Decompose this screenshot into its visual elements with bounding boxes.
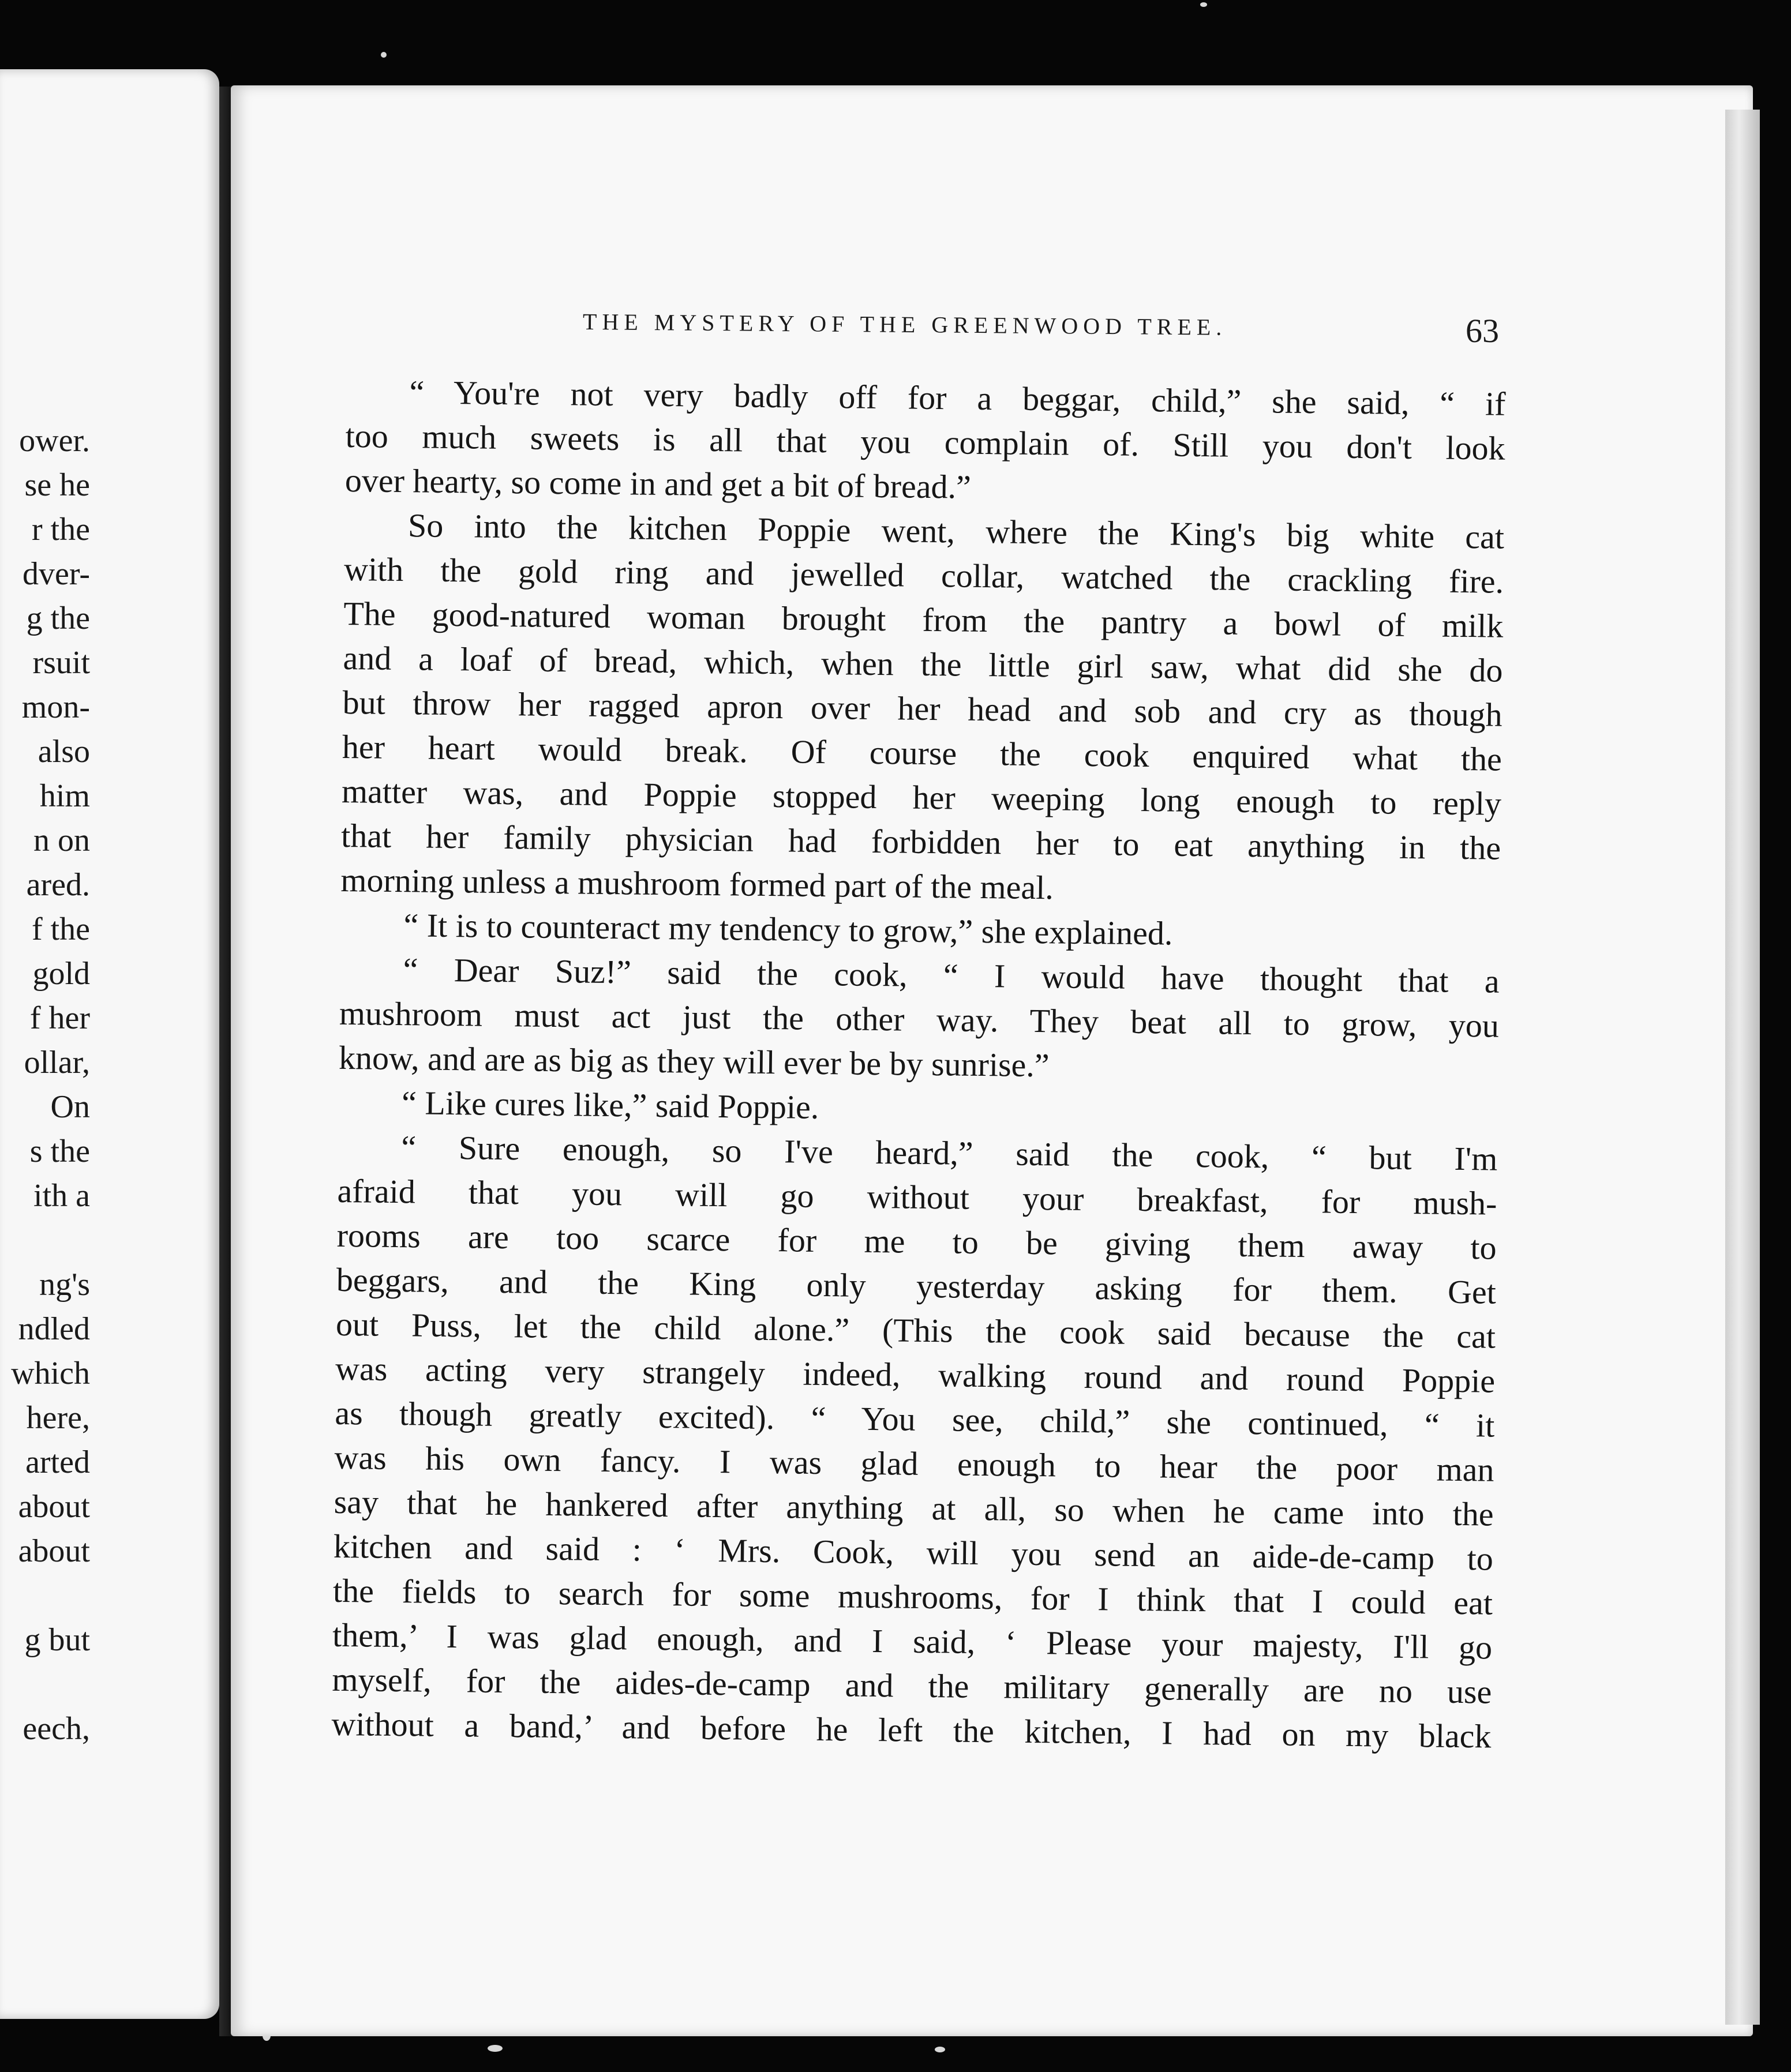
text-line: “ You're not very badly off for a beggar, child,” she said, “ if	[409, 373, 1506, 423]
left-text-fragment: about	[18, 1489, 90, 1525]
text-line: The good-natured woman brought from the pantry a bowl of milk	[343, 594, 1504, 645]
left-text-fragment: f the	[31, 911, 90, 947]
text-line: myself, for the aides-de-camp and the military generally are no use	[332, 1660, 1492, 1711]
text-line: the fields to search for some mushrooms, for I think that I could eat	[332, 1571, 1493, 1622]
text-line: beggars, and the King only yesterday asking for them. Get	[336, 1260, 1497, 1311]
left-text-fragment: gold	[32, 956, 90, 992]
left-text-fragment: dver-	[22, 556, 90, 592]
text-line: too much sweets is all that you complain of. Still you don't look	[345, 416, 1505, 467]
text-line: matter was, and Poppie stopped her weeping long enough to reply	[341, 772, 1502, 823]
left-text-fragment: f her	[29, 1000, 90, 1036]
left-text-fragment: ower.	[19, 423, 90, 459]
text-line: that her family physician had forbidden her to eat anything in the	[340, 816, 1501, 867]
text-line: out Puss, let the child alone.” (This the cook said because the cat	[335, 1305, 1496, 1356]
left-text-fragment: which	[11, 1356, 90, 1391]
left-text-fragment: arted	[25, 1444, 90, 1480]
text-line: as though greatly excited). “ You see, child,” she continued, “ it	[335, 1394, 1495, 1444]
left-text-fragment: also	[38, 734, 90, 770]
left-text-fragment: g the	[26, 600, 90, 636]
text-line: “ It is to counteract my tendency to grow,” she explained.	[403, 906, 1173, 952]
text-line: over hearty, so come in and get a bit of bread.”	[344, 461, 972, 506]
left-text-fragment: se he	[24, 467, 90, 503]
text-line: mushroom must act just the other way. They beat all to grow, you	[339, 994, 1500, 1045]
left-text-fragment: s the	[29, 1133, 90, 1169]
dust-speck	[935, 2047, 945, 2052]
text-line: “ Sure enough, so I've heard,” said the cook, “ but I'm	[401, 1128, 1498, 1178]
left-text-fragment: On	[50, 1089, 90, 1125]
text-line: them,’ I was glad enough, and I said, ‘ Please your majesty, I'll go	[332, 1616, 1493, 1666]
left-text-fragment: ollar,	[24, 1045, 90, 1080]
running-head: THE MYSTERY OF THE GREENWOOD TREE.	[582, 309, 1227, 340]
left-page	[0, 69, 219, 2019]
text-line: morning unless a mushroom formed part of the meal.	[340, 861, 1054, 907]
text-line: say that he hankered after anything at all, so when he came into the	[334, 1482, 1494, 1533]
left-text-fragment: here,	[26, 1400, 90, 1436]
text-line: afraid that you will go without your breakfast, for mush-	[337, 1172, 1497, 1222]
text-line: know, and are as big as they will ever be by sunrise.”	[338, 1038, 1050, 1084]
dust-speck	[1200, 2, 1207, 7]
text-line: without a band,’ and before he left the kitchen, I had on my black	[331, 1705, 1492, 1755]
page-number: 63	[1466, 312, 1499, 350]
left-text-fragment: mon-	[21, 689, 90, 725]
text-line: kitchen and said : ‘ Mrs. Cook, will you send an aide-de-camp to	[333, 1527, 1494, 1578]
left-text-fragment: n on	[33, 823, 90, 858]
text-line: was acting very strangely indeed, walking round and round Poppie	[335, 1349, 1496, 1400]
left-text-fragment: eech,	[23, 1711, 90, 1747]
left-text-fragment: r the	[31, 512, 90, 547]
left-text-fragment: him	[39, 778, 90, 814]
left-text-fragment: rsuit	[32, 645, 90, 681]
left-text-fragment: ng's	[39, 1267, 90, 1302]
text-line: and a loaf of bread, which, when the little girl saw, what did she do	[343, 639, 1503, 689]
text-line: “ Like cures like,” said Poppie.	[401, 1084, 819, 1126]
text-line: but throw her ragged apron over her head and sob and cry as though	[342, 683, 1503, 734]
left-text-fragment: about	[18, 1533, 90, 1569]
left-text-fragment: ared.	[26, 867, 90, 903]
page-edge	[1725, 110, 1760, 2025]
dust-speck	[488, 2045, 503, 2052]
text-line: rooms are too scarce for me to be giving them away to	[336, 1216, 1497, 1267]
text-line: “ Dear Suz!” said the cook, “ I would have thought that a	[403, 951, 1500, 1000]
text-line: with the gold ring and jewelled collar, watched the crackling fire.	[343, 550, 1504, 600]
left-text-fragment: ndled	[18, 1311, 90, 1347]
left-text-fragment: g but	[24, 1622, 90, 1658]
body-text	[331, 369, 1506, 1759]
text-line: her heart would break. Of course the cook enquired what the	[342, 727, 1503, 778]
text-line: So into the kitchen Poppie went, where the King's big white cat	[407, 506, 1505, 556]
left-text-fragment: ith a	[33, 1178, 90, 1214]
dust-speck	[381, 52, 387, 58]
text-line: was his own fancy. I was glad enough to hear the poor man	[334, 1438, 1494, 1489]
